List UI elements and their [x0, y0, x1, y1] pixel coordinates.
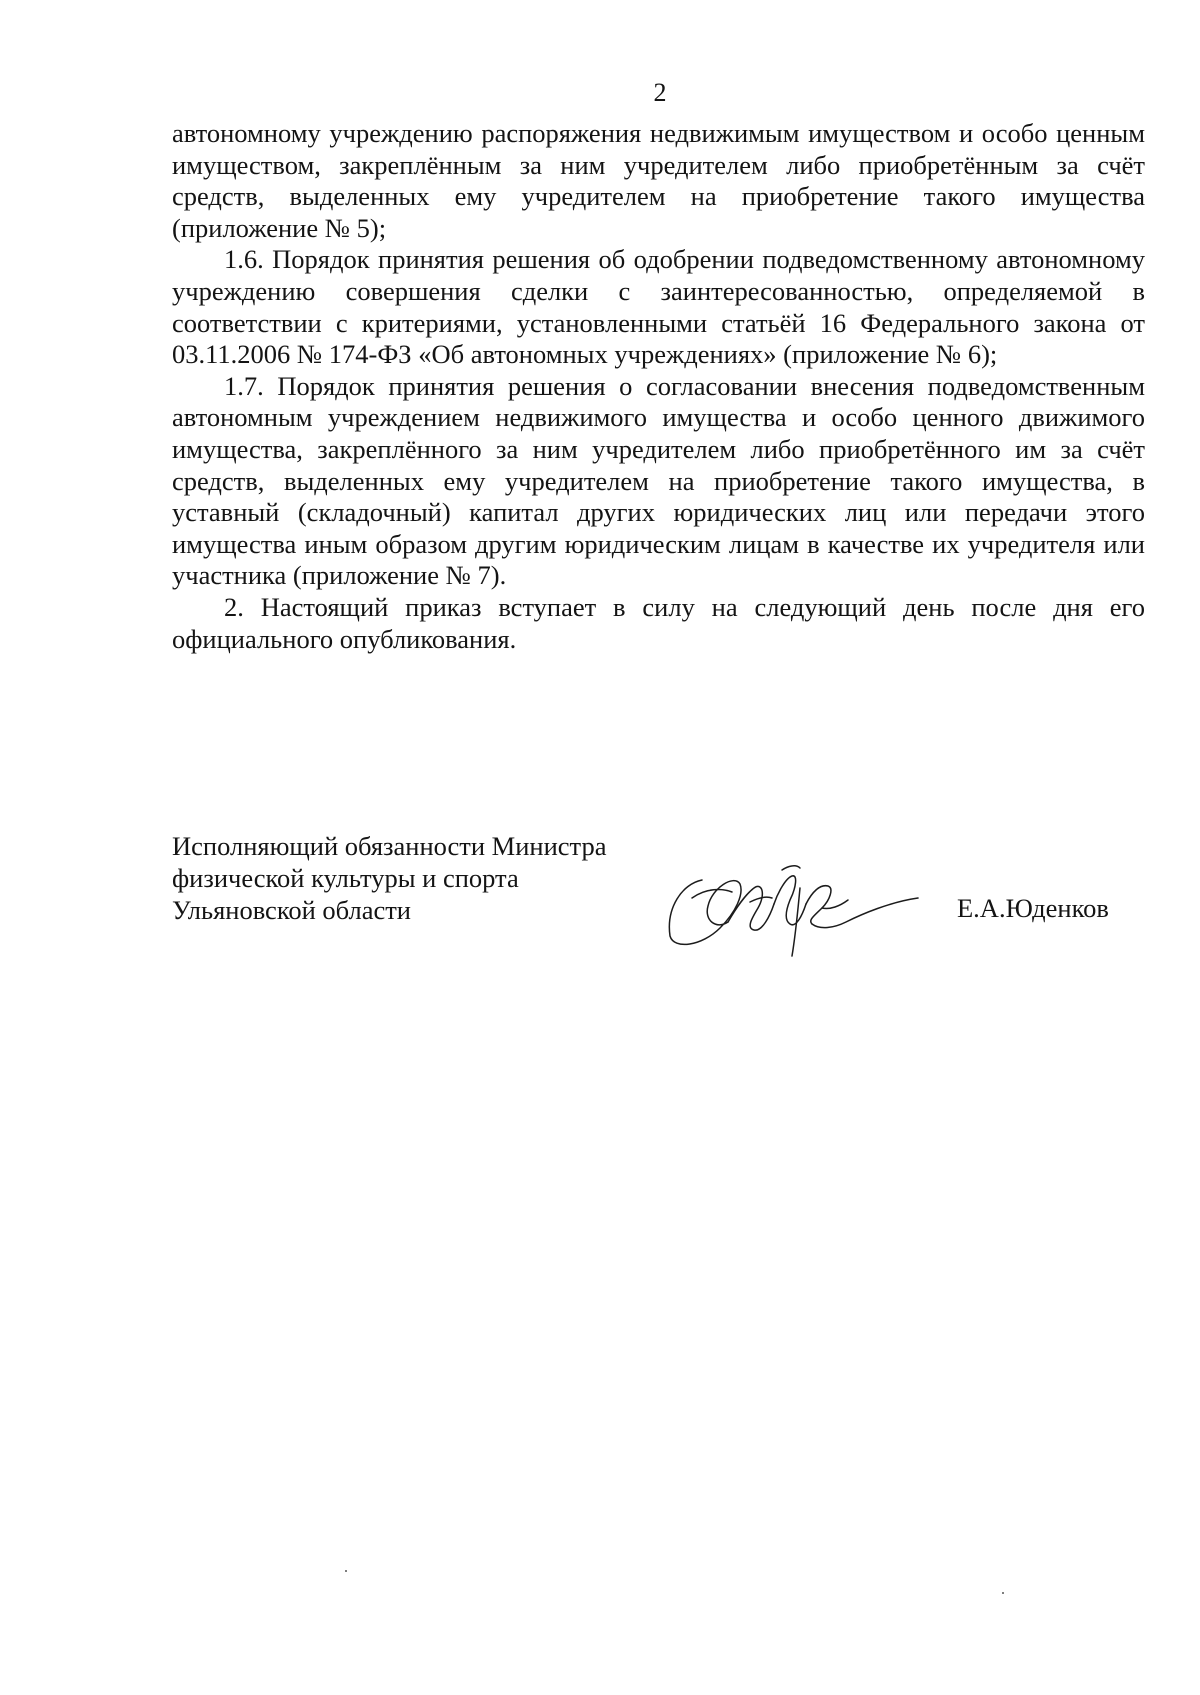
page-number: 2: [653, 78, 667, 107]
paragraph-item-1-7: 1.7. Порядок принятия решения о согласовании внесения подведомственным автономным учреждением недвижимого имущества и особо ценного движимого имущества, закреплённого за ним учредителем либо приобретённого им за счёт средств, выделенных ему учредителем на приобретение такого имущества, в уставный (складочный) капитал других юридических лиц или передачи этого имущества иным образом другим юридическим лицам в качестве их учредителя или участника (приложение № 7).: [172, 370, 1145, 591]
handwritten-signature-icon: [662, 858, 924, 960]
signatory-title-line: Ульяновской области: [172, 895, 411, 925]
scan-speck: [1002, 1592, 1004, 1594]
paragraph-item-2: 2. Настоящий приказ вступает в силу на следующий день после дня его официального опубликования.: [172, 591, 1145, 654]
signatory-title-line: физической культуры и спорта: [172, 863, 519, 893]
signatory-name: Е.А.Юденков: [957, 893, 1109, 923]
signatory-title-line: Исполняющий обязанности Министра: [172, 831, 607, 861]
document-body: [172, 118, 1145, 655]
paragraph-item-1-6: 1.6. Порядок принятия решения об одобрении подведомственному автономному учреждению совершения сделки с заинтересованностью, определяемой в соответствии с критериями, установленными статьёй 16 Федерального закона от 03.11.2006 № 174-ФЗ «Об автономных учреждениях» (приложение № 6);: [172, 244, 1145, 370]
signatory-title: [172, 830, 606, 926]
paragraph-continuation: автономному учреждению распоряжения недвижимым имуществом и особо ценным имуществом, закреплённым за ним учредителем либо приобретённым за счёт средств, выделенных ему учредителем на приобретение такого имущества (приложение № 5);: [172, 118, 1145, 243]
scan-speck: [345, 1570, 347, 1572]
